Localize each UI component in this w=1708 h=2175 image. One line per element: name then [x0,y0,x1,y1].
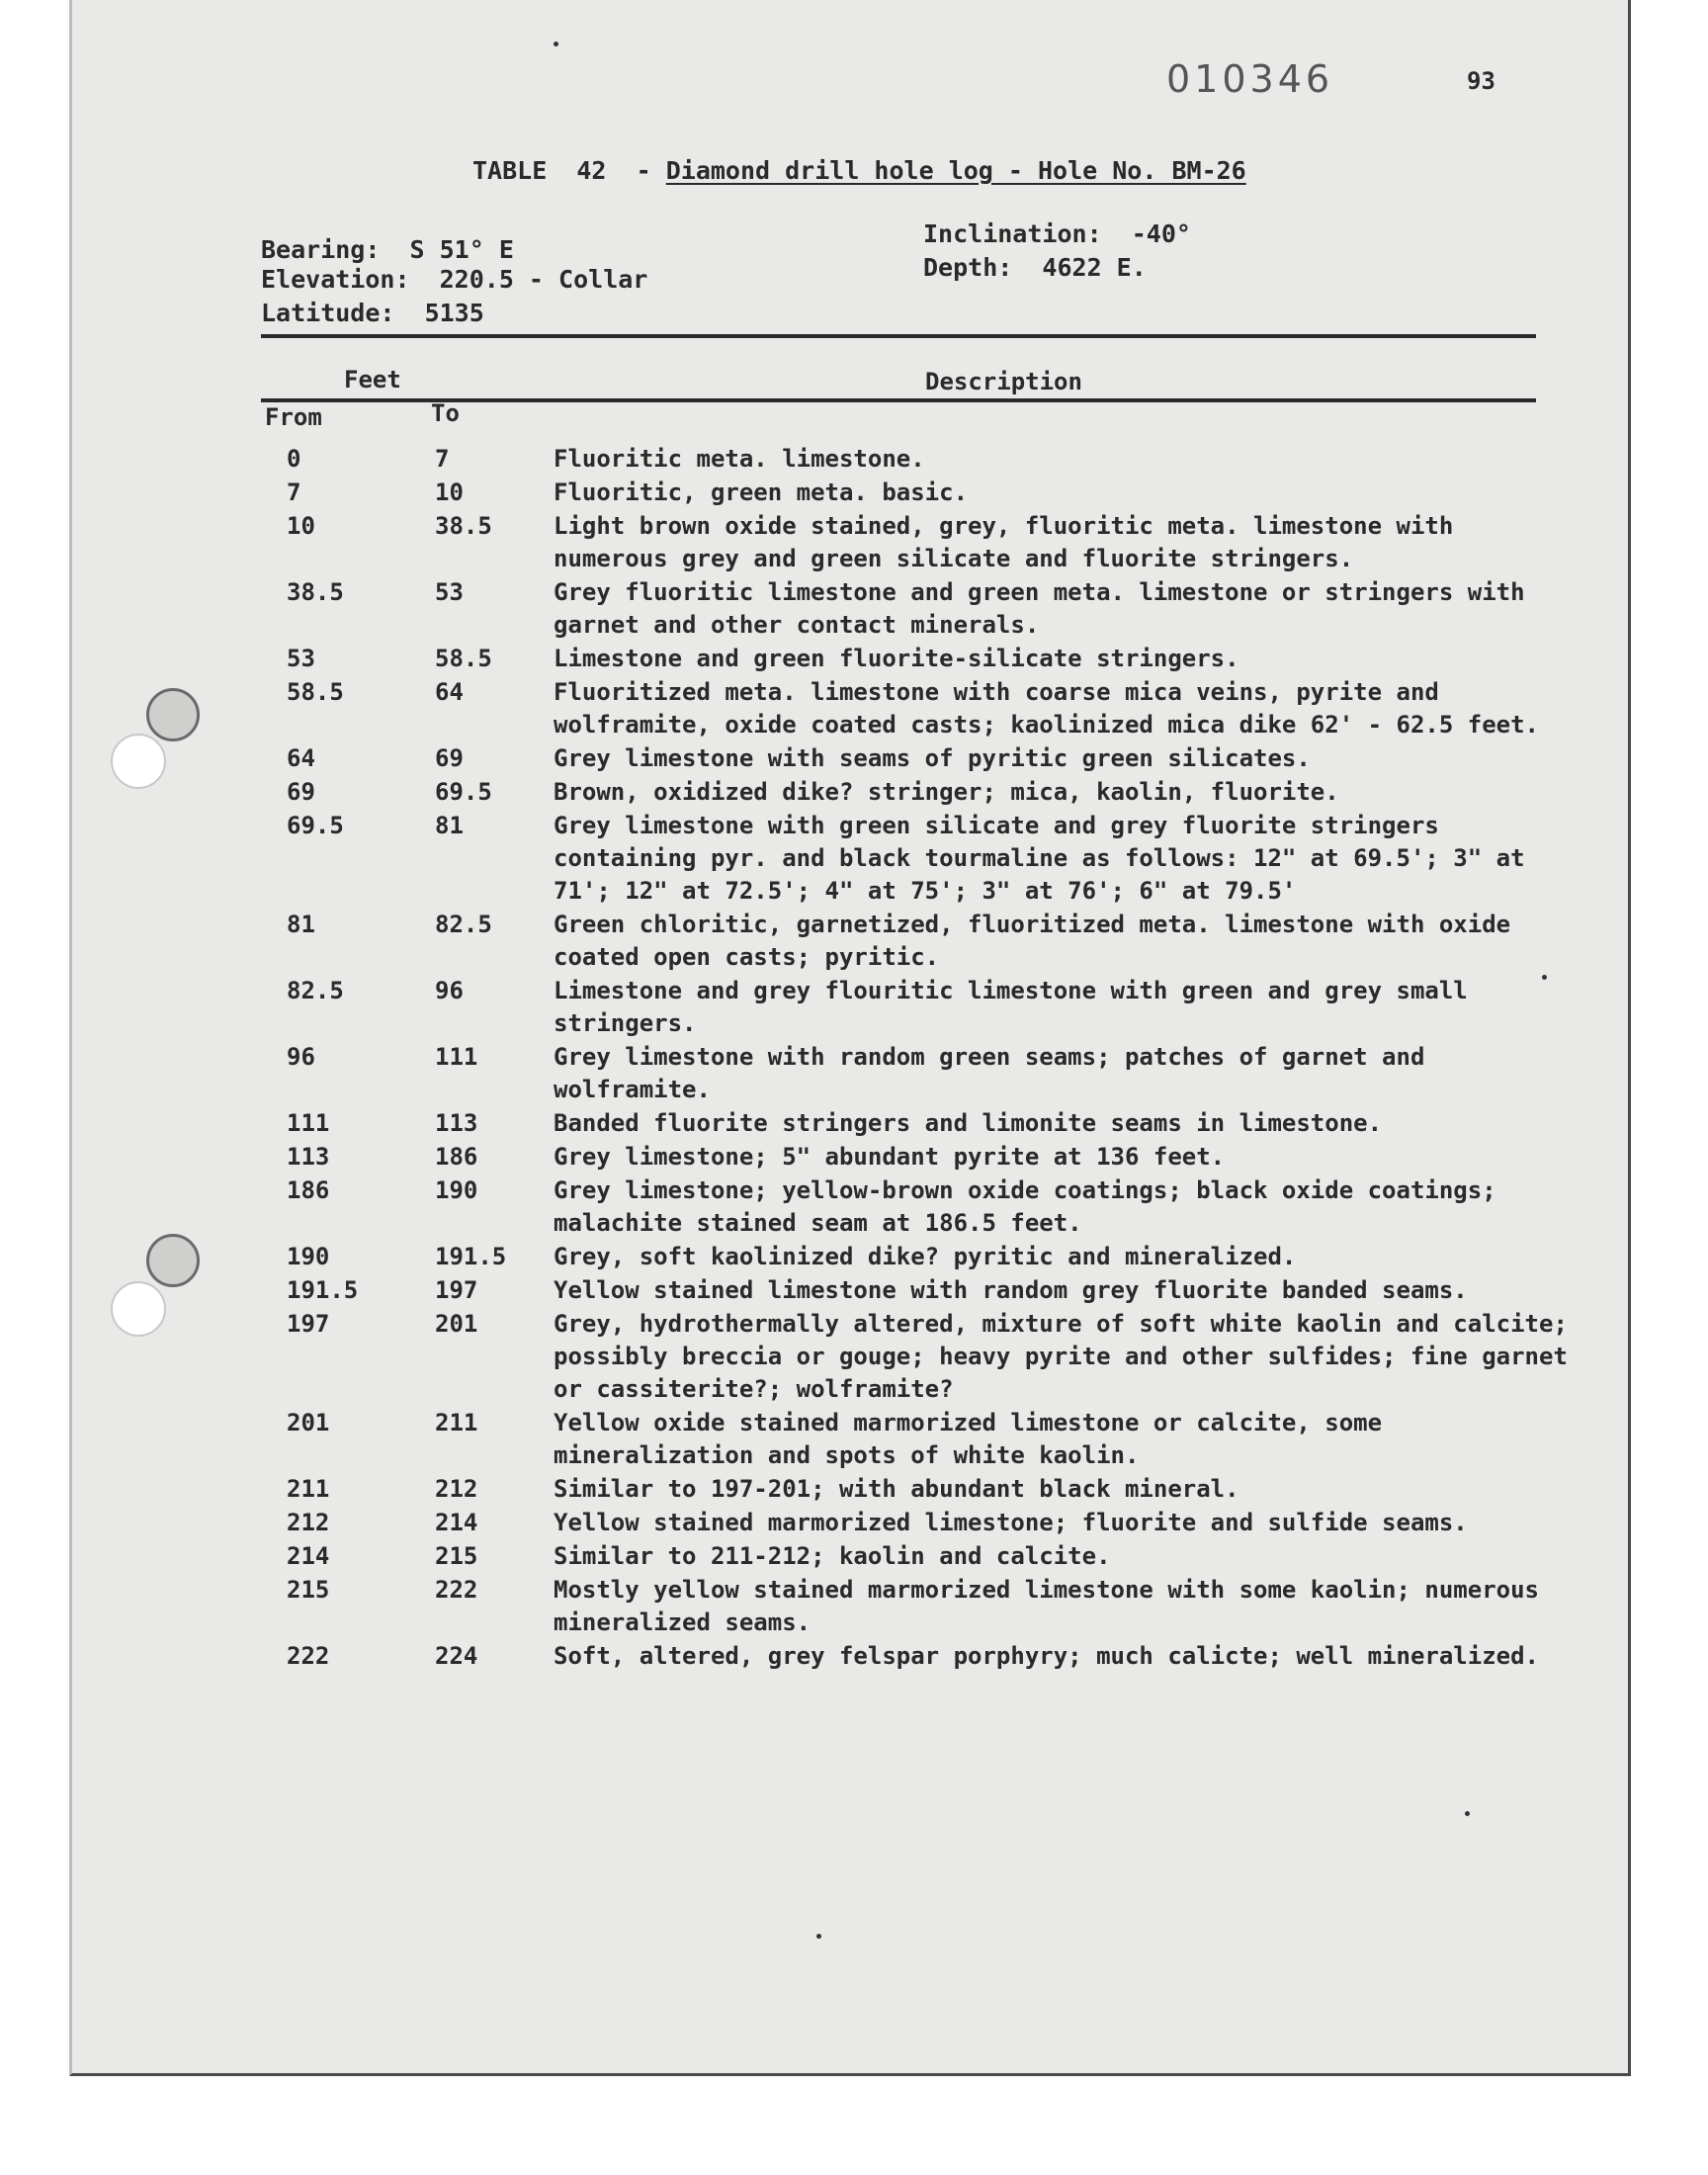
elevation-line [261,265,647,294]
depth-from-cell: 96 [287,1043,315,1071]
depth-to-cell: 81 [435,812,464,839]
depth-from-cell: 191.5 [287,1276,359,1304]
description-cell: Brown, oxidized dike? stringer; mica, kaolin, fluorite. [554,778,1339,806]
table-row [267,576,1581,643]
depth-to-cell: 224 [435,1642,478,1670]
title-dash: - [636,156,651,185]
depth-to-cell: 64 [435,678,464,706]
page-number: 93 [1467,67,1495,95]
description-cell: Grey limestone with random green seams; patches of garnet and wolframite. [554,1043,1425,1103]
depth-to-cell: 214 [435,1509,478,1536]
table-row [267,1640,1581,1674]
description-cell: Grey limestone; yellow-brown oxide coatings; black oxide coatings; malachite stained seam at 186.5 feet. [554,1176,1496,1237]
depth-to-cell: 10 [435,478,464,506]
depth-to-cell: 211 [435,1409,478,1436]
depth-from-cell: 186 [287,1176,330,1204]
table-row [267,510,1581,576]
bearing-label: Bearing: [261,235,381,264]
bearing-line [261,235,514,264]
punch-hole-lower-shadow [111,1281,166,1337]
depth-to-cell: 191.5 [435,1243,507,1270]
table-label: TABLE [472,156,548,185]
depth-from-cell: 113 [287,1143,330,1171]
table-row [267,443,1581,477]
depth-line [923,253,1147,282]
depth-from-cell: 214 [287,1542,330,1570]
description-cell: Yellow stained marmorized limestone; fluorite and sulfide seams. [554,1509,1468,1536]
depth-to-cell: 215 [435,1542,478,1570]
from-header: From [265,403,322,431]
feet-header: Feet [344,366,401,393]
table-row [267,676,1581,742]
depth-from-cell: 222 [287,1642,330,1670]
table-row [267,477,1581,510]
depth-from-cell: 69 [287,778,315,806]
document-stamp-number: 010346 [1166,57,1334,101]
table-row [267,975,1581,1041]
inclination-line [923,219,1191,248]
table-title [472,156,1246,185]
table-row [267,742,1581,776]
table-row [267,810,1581,909]
description-cell: Fluoritized meta. limestone with coarse mica veins, pyrite and wolframite, oxide coated casts; kaolinized mica dike 62' - 62.5 feet. [554,678,1539,739]
depth-from-cell: 197 [287,1310,330,1338]
bearing-value: S 51° E [409,235,514,264]
description-cell: Soft, altered, grey felspar porphyry; much calicte; well mineralized. [554,1642,1539,1670]
table-title-text: Diamond drill hole log - Hole No. BM-26 [665,156,1246,185]
punch-hole-upper-shadow [111,734,166,789]
description-cell: Mostly yellow stained marmorized limestone with some kaolin; numerous mineralized seams. [554,1576,1539,1636]
description-cell: Limestone and green fluorite-silicate stringers. [554,645,1239,672]
description-cell: Similar to 197-201; with abundant black mineral. [554,1475,1239,1503]
depth-to-cell: 7 [435,445,450,473]
description-cell: Grey, soft kaolinized dike? pyritic and mineralized. [554,1243,1297,1270]
depth-to-cell: 96 [435,977,464,1004]
description-header: Description [925,368,1082,395]
punch-hole-upper [146,688,200,741]
depth-to-cell: 197 [435,1276,478,1304]
table-row [267,1107,1581,1141]
depth-to-cell: 69 [435,744,464,772]
table-row [267,1141,1581,1174]
depth-to-cell: 38.5 [435,512,492,540]
scan-speck [1465,1811,1470,1816]
depth-to-cell: 69.5 [435,778,492,806]
depth-from-cell: 111 [287,1109,330,1137]
depth-from-cell: 81 [287,911,315,938]
depth-to-cell: 186 [435,1143,478,1171]
depth-to-cell: 222 [435,1576,478,1604]
depth-from-cell: 64 [287,744,315,772]
depth-from-cell: 10 [287,512,315,540]
table-row [267,1041,1581,1107]
table-row [267,776,1581,810]
header-top-rule [261,334,1536,338]
description-cell: Yellow stained limestone with random grey fluorite banded seams. [554,1276,1468,1304]
table-row [267,1540,1581,1574]
drill-log-body [267,443,1581,1674]
table-number: 42 [576,156,607,185]
scan-speck [554,42,558,46]
inclination-value: -40° [1131,219,1191,248]
depth-to-cell: 190 [435,1176,478,1204]
description-cell: Similar to 211-212; kaolin and calcite. [554,1542,1111,1570]
depth-to-cell: 53 [435,578,464,606]
punch-hole-lower [146,1234,200,1287]
description-cell: Grey fluoritic limestone and green meta. limestone or stringers with garnet and other contact minerals. [554,578,1525,639]
depth-from-cell: 211 [287,1475,330,1503]
depth-to-cell: 82.5 [435,911,492,938]
depth-from-cell: 0 [287,445,301,473]
table-row [267,643,1581,676]
description-cell: Fluoritic meta. limestone. [554,445,925,473]
table-row [267,1574,1581,1640]
description-cell: Grey limestone with seams of pyritic green silicates. [554,744,1311,772]
description-cell: Limestone and grey flouritic limestone with green and grey small stringers. [554,977,1468,1037]
description-cell: Light brown oxide stained, grey, fluoritic meta. limestone with numerous grey and green silicate and fluorite stringers. [554,512,1454,572]
description-cell: Banded fluorite stringers and limonite seams in limestone. [554,1109,1383,1137]
table-row [267,1241,1581,1274]
table-row [267,1308,1581,1407]
drill-log-table [267,443,1581,1674]
depth-from-cell: 7 [287,478,301,506]
depth-to-cell: 113 [435,1109,478,1137]
depth-from-cell: 82.5 [287,977,344,1004]
description-cell: Grey limestone; 5" abundant pyrite at 136 feet. [554,1143,1226,1171]
depth-label: Depth: [923,253,1013,282]
depth-from-cell: 201 [287,1409,330,1436]
latitude-line [261,299,484,327]
table-row [267,1407,1581,1473]
depth-from-cell: 215 [287,1576,330,1604]
description-cell: Grey limestone with green silicate and grey fluorite stringers containing pyr. and black tourmaline as follows: 12" at 69.5'; 3" at 71'; 12" at 72.5'; 4" at 75'; 3" at 76'; 6" at 79.5' [554,812,1525,905]
description-cell: Grey, hydrothermally altered, mixture of soft white kaolin and calcite; possibly breccia or gouge; heavy pyrite and other sulfides; fine garnet or cassiterite?; wolframite? [554,1310,1568,1403]
depth-from-cell: 69.5 [287,812,344,839]
description-cell: Green chloritic, garnetized, fluoritized meta. limestone with oxide coated open casts; pyritic. [554,911,1511,971]
depth-value: 4622 E. [1042,253,1147,282]
table-row [267,1473,1581,1507]
depth-from-cell: 190 [287,1243,330,1270]
table-row [267,1174,1581,1241]
depth-to-cell: 111 [435,1043,478,1071]
elevation-label: Elevation: [261,265,410,294]
depth-to-cell: 212 [435,1475,478,1503]
to-header: To [431,399,460,427]
description-cell: Fluoritic, green meta. basic. [554,478,969,506]
latitude-value: 5135 [424,299,484,327]
depth-to-cell: 201 [435,1310,478,1338]
depth-from-cell: 38.5 [287,578,344,606]
depth-from-cell: 58.5 [287,678,344,706]
table-row [267,909,1581,975]
depth-to-cell: 58.5 [435,645,492,672]
table-row [267,1274,1581,1308]
table-row [267,1507,1581,1540]
depth-from-cell: 53 [287,645,315,672]
depth-from-cell: 212 [287,1509,330,1536]
elevation-value: 220.5 - Collar [439,265,648,294]
latitude-label: Latitude: [261,299,395,327]
inclination-label: Inclination: [923,219,1102,248]
scan-speck [816,1934,821,1939]
description-cell: Yellow oxide stained marmorized limestone or calcite, some mineralization and spots of white kaolin. [554,1409,1383,1469]
